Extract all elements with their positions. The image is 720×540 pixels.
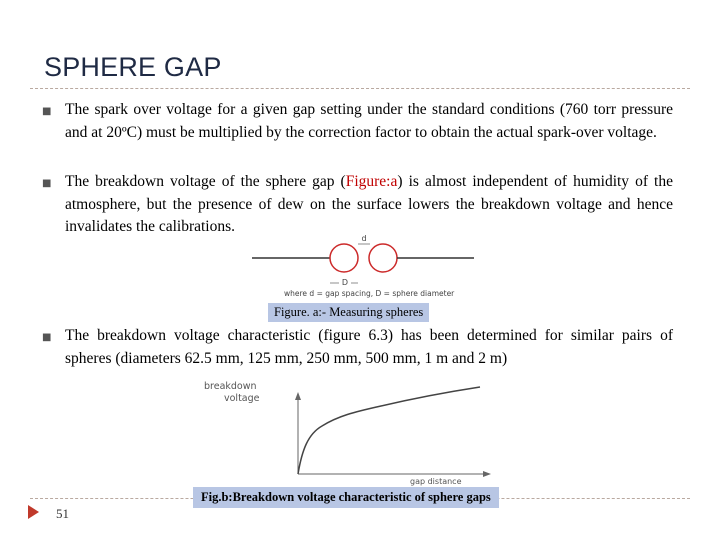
label-diameter-D: D <box>341 278 349 287</box>
y-axis-label-line1: breakdown <box>204 381 257 392</box>
page-number: 51 <box>56 506 69 521</box>
bullet-icon: ■ <box>42 178 52 189</box>
arrow-icon <box>28 505 39 519</box>
y-axis-label-line2: voltage <box>224 393 260 404</box>
title-divider <box>30 88 690 89</box>
figure-a-reference: Figure:a <box>345 173 398 190</box>
label-gap-d: d <box>361 234 367 243</box>
figure-b-breakdown-characteristic <box>196 378 502 488</box>
bullet-icon: ■ <box>42 332 52 343</box>
slide-title: SPHERE GAP <box>44 52 222 82</box>
sphere-right <box>369 244 397 272</box>
figure-a-measuring-spheres <box>250 232 476 300</box>
figure-a-legend: where d = gap spacing, D = sphere diameter <box>284 289 455 298</box>
bullet-text-1: The spark over voltage for a given gap setting under the standard conditions (760 torr pressure and at 20ºC) must be multiplied by the correction factor to obtain the actual spark-over voltage. <box>65 101 673 141</box>
bullet-icon: ■ <box>42 106 52 117</box>
sphere-left <box>330 244 358 272</box>
figure-a-caption: Figure. a:- Measuring spheres <box>268 303 429 322</box>
figure-b-caption: Fig.b:Breakdown voltage characteristic of sphere gaps <box>193 487 499 508</box>
breakdown-curve <box>298 387 480 474</box>
bullet-text-2: The breakdown voltage of the sphere gap (Figure:a) is almost independent of humidity of the atmosphere, but the presence of dew on the surface lowers the breakdown voltage and hence invalidates the calibrations. <box>65 173 673 235</box>
x-axis-label: gap distance <box>410 477 462 486</box>
bullet-text-3: The breakdown voltage characteristic (figure 6.3) has been determined for similar pairs of spheres (diameters 62.5 mm, 125 mm, 250 mm, 500 mm, 1 m and 2 m) <box>65 327 673 367</box>
